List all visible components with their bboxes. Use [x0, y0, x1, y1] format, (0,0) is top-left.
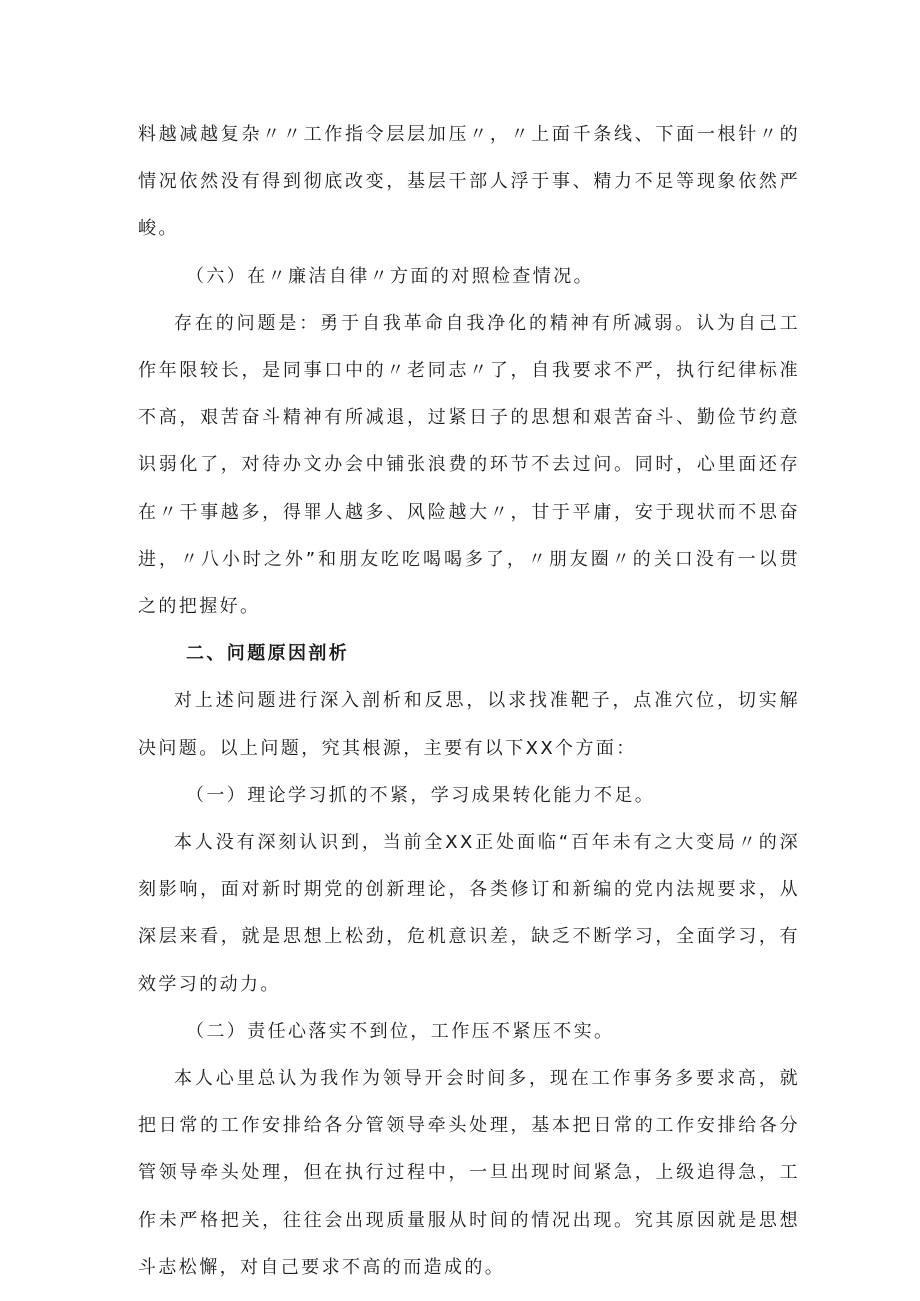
heading-item-two: （二）责任心落实不到位，工作压不紧压不实。 — [186, 1020, 615, 1042]
section-heading-two: 二、问题原因剖析 — [186, 643, 350, 665]
heading-item-six: （六）在〃廉洁自律〃方面的对照检查情况。 — [186, 265, 594, 287]
paragraph-continued: 料越减越复杂〃〃工作指令层层加压〃，〃上面千条线、下面一根针〃的情况依然没有得到彻底改变，基层干部人浮于事、精力不足等现象依然严峻。 — [138, 124, 800, 240]
paragraph-intro: 对上述问题进行深入剖析和反思，以求找准靶子，点准穴位，切实解决问题。以上问题，究其根源，主要有以下XX个方面： — [138, 690, 800, 759]
paragraph-item-six: 存在的问题是：勇于自我革命自我净化的精神有所减弱。认为自己工作年限较长，是同事口中的〃老同志〃了，自我要求不严，执行纪律标准不高，艰苦奋斗精神有所减退，过紧日子的思想和艰苦奋斗、勤俭节约意识弱化了，对待办文办会中铺张浪费的环节不去过问。同时，心里面还存在〃干事越多，得罪人越多、风险越大〃，甘于平庸，安于现状而不思奋进，〃八小时之外”和朋友吃吃喝喝多了，〃朋友圈〃的关口没有一以贯之的把握好。 — [138, 312, 800, 618]
paragraph-item-one: 本人没有深刻认识到，当前全XX正处面临“百年未有之大变局〃的深刻影响，面对新时期党的创新理论，各类修订和新编的党内法规要求，从深层来看，就是思想上松劲，危机意识差，缺乏不断学习，全面学习，有效学习的动力。 — [138, 832, 800, 995]
heading-item-one: （一）理论学习抓的不紧，学习成果转化能力不足。 — [186, 784, 656, 806]
paragraph-item-two: 本人心里总认为我作为领导开会时间多，现在工作事务多要求高，就把日常的工作安排给各分管领导牵头处理，基本把日常的工作安排给各分管领导牵头处理，但在执行过程中，一旦出现时间紧急，上级追得急，工作未严格把关，往往会出现质量服从时间的情况出现。究其原因就是思想斗志松懈，对自己要求不高的而造成的。 — [138, 1068, 800, 1278]
